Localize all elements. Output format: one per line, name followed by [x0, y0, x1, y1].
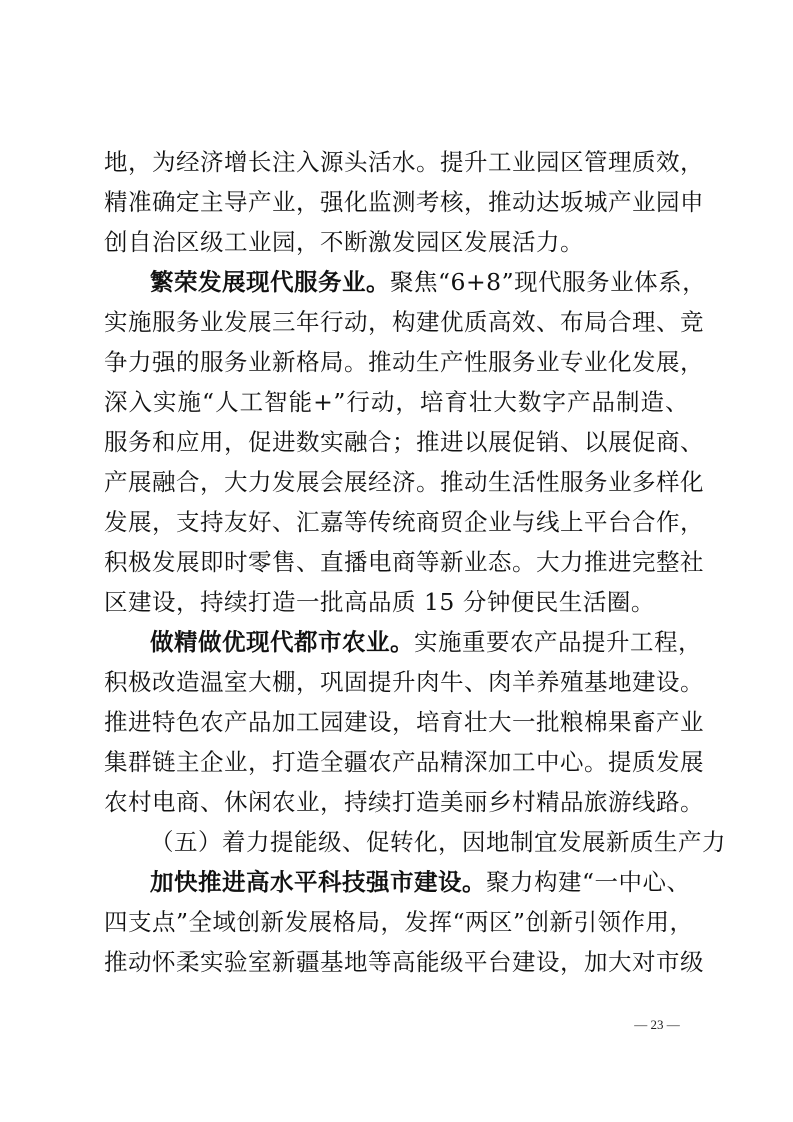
- paragraph-text: 聚焦“6+8”现代服务业体系，: [390, 268, 707, 296]
- paragraph-line: 创自治区级工业园，不断激发园区发展活力。: [104, 228, 584, 256]
- paragraph-first-line: [150, 262, 707, 302]
- paragraph-line: 地，为经济增长注入源头活水。提升工业园区管理质效，: [104, 148, 704, 176]
- paragraph-first-line: [150, 862, 689, 902]
- paragraph-line: 服务和应用，促进数实融合；推进以展促销、以展促商、: [104, 428, 704, 456]
- paragraph-line: 集群链主企业，打造全疆农产品精深加工中心。提质发展: [104, 748, 704, 776]
- paragraph-line: 深入实施“人工智能+”行动，培育壮大数字产品制造、: [104, 388, 689, 416]
- paragraph-line: 精准确定主导产业，强化监测考核，推动达坂城产业园申: [104, 188, 704, 216]
- paragraph-line: 产展融合，大力发展会展经济。推动生活性服务业多样化: [104, 468, 704, 496]
- section-heading: （五）着力提能级、促转化，因地制宜发展新质生产力: [150, 828, 726, 856]
- paragraph-line: 四支点”全域创新发展格局，发挥“两区”创新引领作用，: [104, 908, 694, 936]
- paragraph-line: 积极改造温室大棚，巩固提升肉牛、肉羊养殖基地建设。: [104, 668, 704, 696]
- paragraph-first-line: [150, 622, 702, 662]
- paragraph-line: 区建设，持续打造一批高品质 15 分钟便民生活圈。: [104, 588, 655, 616]
- paragraph-line: 推进特色农产品加工园建设，培育壮大一批粮棉果畜产业: [104, 708, 704, 736]
- paragraph-lead-heading: 做精做优现代都市农业。: [150, 628, 414, 656]
- paragraph-lead-heading: 加快推进高水平科技强市建设。: [150, 868, 486, 896]
- paragraph-line: 争力强的服务业新格局。推动生产性服务业专业化发展，: [104, 348, 704, 376]
- paragraph-text: 聚力构建“一中心、: [486, 868, 691, 896]
- paragraph-line: 积极发展即时零售、直播电商等新业态。大力推进完整社: [104, 548, 704, 576]
- paragraph-line: 农村电商、休闲农业，持续打造美丽乡村精品旅游线路。: [104, 788, 704, 816]
- paragraph-lead-heading: 繁荣发展现代服务业。: [150, 268, 390, 296]
- paragraph-line: 实施服务业发展三年行动，构建优质高效、布局合理、竞: [104, 308, 704, 336]
- paragraph-line: 发展，支持友好、汇嘉等传统商贸企业与线上平台合作，: [104, 508, 704, 536]
- paragraph-text: 实施重要农产品提升工程，: [414, 628, 702, 656]
- paragraph-line: 推动怀柔实验室新疆基地等高能级平台建设，加大对市级: [104, 948, 704, 976]
- page-number: — 23 —: [634, 1017, 680, 1032]
